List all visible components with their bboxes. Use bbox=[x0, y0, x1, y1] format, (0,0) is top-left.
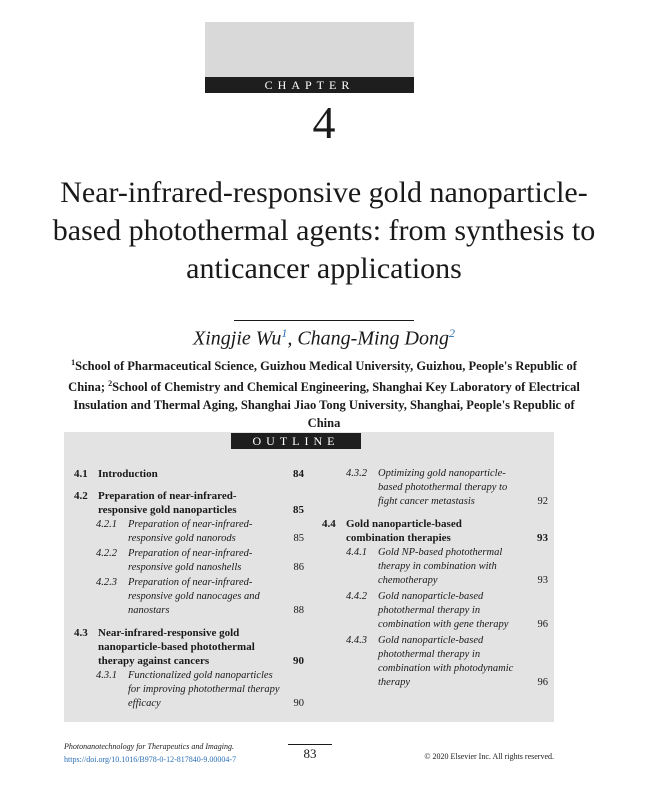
toc-number: 4.2 bbox=[74, 490, 88, 502]
toc-number: 4.3 bbox=[74, 627, 88, 639]
book-title: Photonanotechnology for Therapeutics and Imaging. bbox=[64, 742, 234, 751]
toc-page: 86 bbox=[293, 562, 304, 573]
toc-number: 4.4.1 bbox=[346, 547, 367, 558]
toc-number: 4.4.3 bbox=[346, 635, 367, 646]
toc-page: 85 bbox=[293, 533, 304, 544]
outline-label: OUTLINE bbox=[231, 433, 361, 449]
toc-text: Near-infrared-responsive gold nanoparticle-based photothermal therapy against cancers bbox=[98, 627, 255, 667]
toc-number: 4.2.3 bbox=[96, 577, 117, 588]
toc-page: 93 bbox=[537, 532, 548, 544]
toc-entry[interactable] bbox=[96, 576, 304, 618]
toc-number: 4.3.1 bbox=[96, 670, 117, 681]
toc-entry[interactable] bbox=[74, 626, 304, 668]
toc-entry[interactable] bbox=[346, 546, 548, 588]
toc-text: Optimizing gold nanoparticle-based photothermal therapy to fight cancer metastasis bbox=[378, 468, 508, 507]
toc-text: Preparation of near-infrared-responsive gold nanoparticles bbox=[98, 490, 237, 516]
toc-text: Introduction bbox=[98, 468, 158, 480]
copyright: © 2020 Elsevier Inc. All rights reserved. bbox=[424, 752, 554, 761]
title-divider bbox=[234, 320, 414, 321]
toc-page: 92 bbox=[537, 496, 548, 507]
toc-entry[interactable] bbox=[322, 517, 548, 545]
toc-page: 90 bbox=[293, 698, 304, 709]
affiliation-marker: 2 bbox=[108, 379, 113, 389]
toc-page: 85 bbox=[293, 504, 304, 516]
footer-source bbox=[64, 740, 236, 766]
chapter-title: Near-infrared-responsive gold nanoparticle-based photothermal agents: from synthesis to anticancer applications bbox=[52, 176, 596, 285]
toc-number: 4.2.1 bbox=[96, 519, 117, 530]
toc-text: Gold nanoparticle-based combination therapies bbox=[346, 518, 462, 544]
toc-entry[interactable] bbox=[74, 489, 304, 517]
toc-page: 96 bbox=[537, 619, 548, 630]
chapter-label: CHAPTER bbox=[205, 77, 414, 93]
author-affiliation-link[interactable]: 2 bbox=[449, 326, 455, 340]
toc-entry[interactable] bbox=[346, 467, 548, 509]
authors: Xingjie Wu$^1$, Chang-Ming Dong$^2$ bbox=[193, 326, 455, 350]
toc-entry[interactable] bbox=[96, 669, 304, 711]
toc-text: Preparation of near-infrared-responsive gold nanorods bbox=[128, 519, 253, 544]
doi-link[interactable]: https://doi.org/10.1016/B978-0-12-817840-9.00004-7 bbox=[64, 755, 237, 764]
chapter-number: 4 bbox=[312, 97, 336, 148]
toc-page: 90 bbox=[293, 655, 304, 667]
affiliation-marker: 1 bbox=[71, 358, 76, 367]
toc-page: 88 bbox=[293, 605, 304, 616]
affiliation-text: School of Pharmaceutical Science, Guizhou Medical University, Guizhou, People's Republic of China; bbox=[68, 359, 577, 395]
toc-number: 4.4.2 bbox=[346, 591, 367, 602]
toc-page: 84 bbox=[293, 468, 304, 480]
toc-entry[interactable] bbox=[96, 518, 304, 546]
page-number-rule bbox=[288, 744, 332, 745]
toc-page: 96 bbox=[537, 677, 548, 688]
toc-number: 4.4 bbox=[322, 518, 336, 530]
toc-number: 4.3.2 bbox=[346, 468, 367, 479]
author-affiliation-link[interactable]: 1 bbox=[281, 326, 288, 340]
toc-text: Preparation of near-infrared-responsive gold nanoshells bbox=[128, 548, 253, 573]
toc-page: 93 bbox=[537, 575, 548, 586]
page-number: 83 bbox=[303, 746, 317, 761]
affiliation-text: School of Chemistry and Chemical Engineering, Shanghai Key Laboratory of Electrical Insulation and Thermal Aging, Shanghai Jiao Tong University, Shanghai, People's Republic of China bbox=[73, 380, 580, 431]
toc-entry[interactable] bbox=[96, 547, 304, 575]
toc-text: Preparation of near-infrared-responsive gold nanocages and nanostars bbox=[128, 577, 260, 616]
toc-entry[interactable] bbox=[346, 590, 548, 632]
toc-text: Functionalized gold nanoparticles for improving photothermal therapy efficacy bbox=[128, 670, 280, 709]
toc-number: 4.1 bbox=[74, 468, 88, 480]
toc-text: Gold nanoparticle-based photothermal therapy in combination with photodynamic therapy bbox=[378, 635, 514, 688]
toc-entry[interactable] bbox=[346, 634, 548, 690]
toc-text: Gold NP-based photothermal therapy in combination with chemotherapy bbox=[378, 547, 503, 586]
author-name: Chang-Ming Dong bbox=[297, 327, 449, 350]
toc-entry[interactable] bbox=[74, 467, 304, 481]
affiliations bbox=[60, 354, 588, 432]
author-name: Xingjie Wu bbox=[193, 327, 282, 350]
toc-number: 4.2.2 bbox=[96, 548, 117, 559]
toc-text: Gold nanoparticle-based photothermal therapy in combination with gene therapy bbox=[378, 591, 509, 630]
